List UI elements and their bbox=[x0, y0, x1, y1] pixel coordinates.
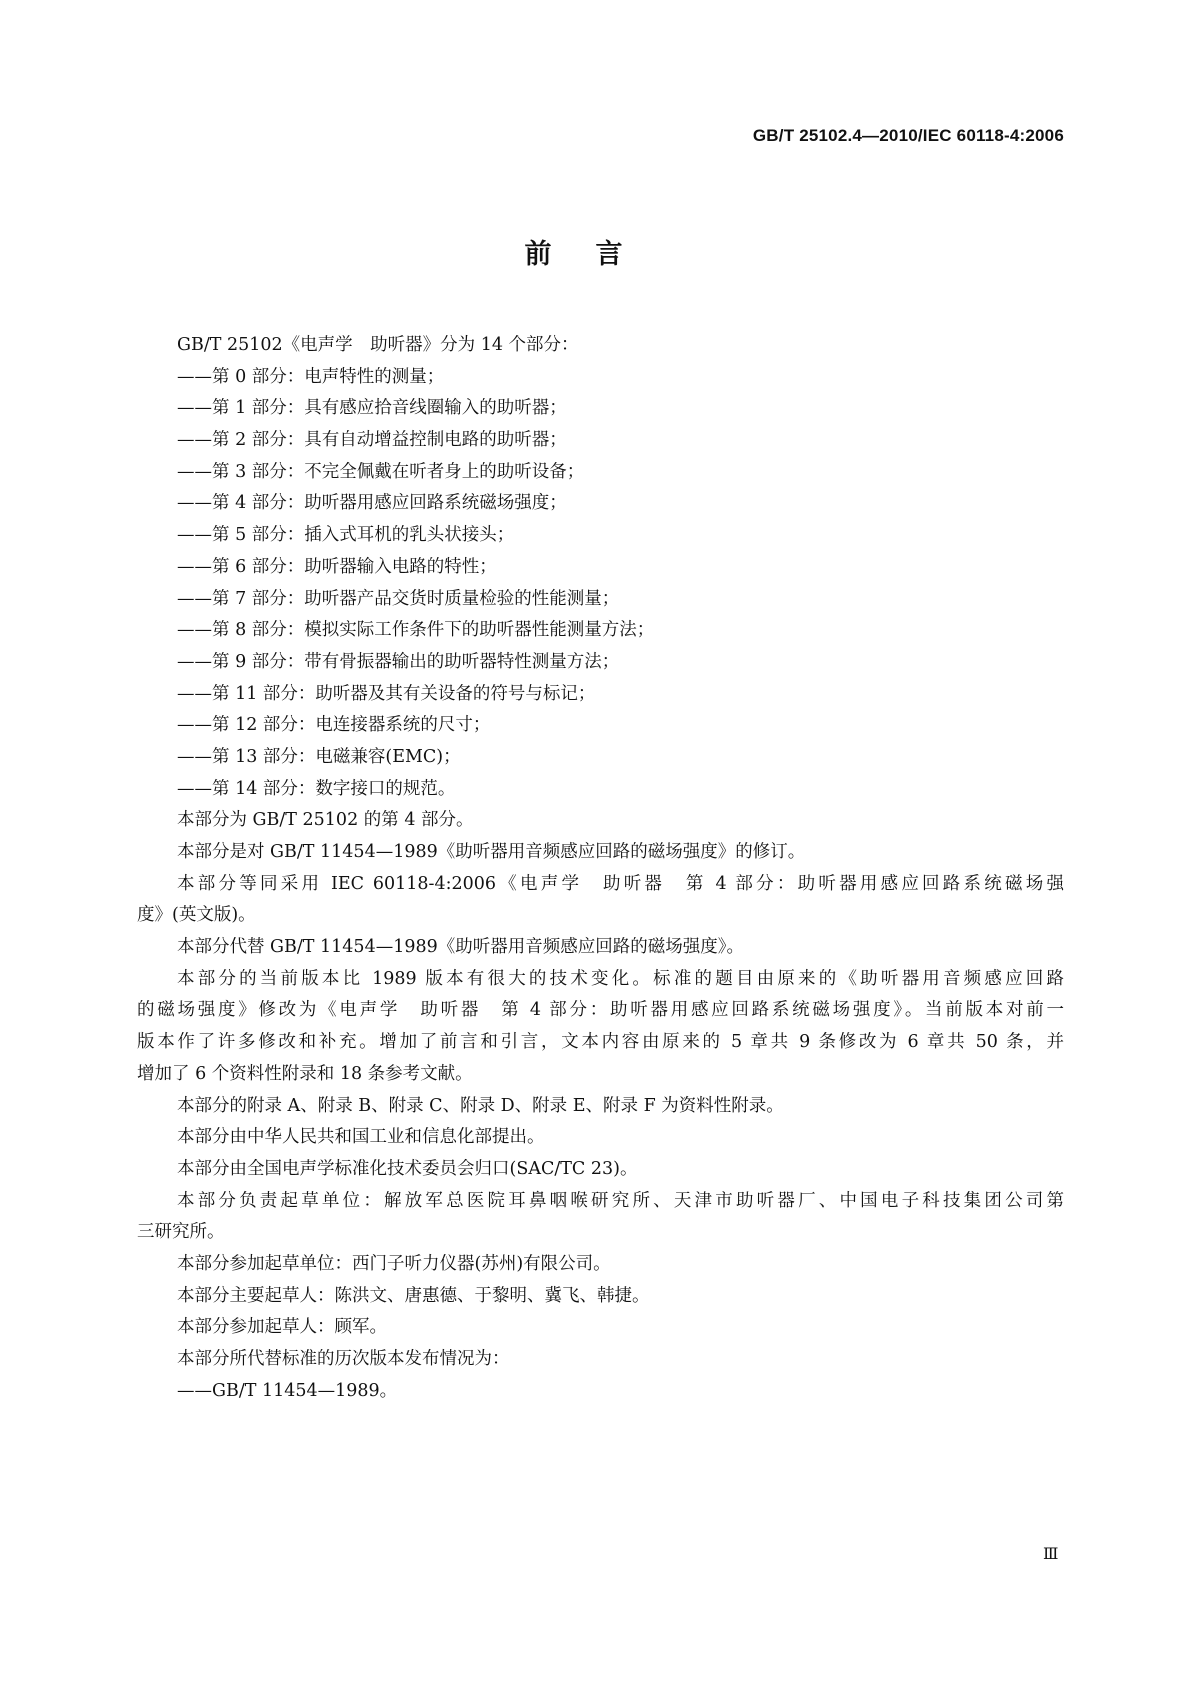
text-line: ——第 6 部分：助听器输入电路的特性； bbox=[177, 556, 497, 577]
text-line: ——第 13 部分：电磁兼容(EMC)； bbox=[177, 746, 461, 767]
text-line: 的磁场强度》修改为《电声学 助听器 第 4 部分：助听器用感应回路系统磁场强度》。当前版本对前一 bbox=[137, 1000, 1064, 1021]
text-line: 本部分是对 GB/T 11454—1989《助听器用音频感应回路的磁场强度》的修订。 bbox=[177, 842, 806, 862]
text-line: 本部分代替 GB/T 11454—1989《助听器用音频感应回路的磁场强度》。 bbox=[177, 937, 744, 958]
text-line: 增加了 6 个资料性附录和 18 条参考文献。 bbox=[137, 1063, 473, 1084]
text-line: 本部分由全国电声学标准化技术委员会归口(SAC/TC 23)。 bbox=[177, 1158, 638, 1179]
text-line: ——第 8 部分：模拟实际工作条件下的助听器性能测量方法； bbox=[177, 620, 655, 641]
page-title: 前言 bbox=[524, 239, 667, 270]
page-number: Ⅲ bbox=[1043, 1544, 1059, 1563]
text-line: 版本作了许多修改和补充。增加了前言和引言，文本内容由原来的 5 章共 9 条修改为 6 章共 50 条，并 bbox=[137, 1032, 1064, 1053]
text-line: ——第 7 部分：助听器产品交货时质量检验的性能测量； bbox=[177, 588, 620, 609]
text-line: ——第 4 部分：助听器用感应回路系统磁场强度； bbox=[177, 493, 567, 514]
standard-code-header: GB/T 25102.4—2010/IEC 60118-4:2006 bbox=[752, 126, 1064, 145]
text-line: ——第 14 部分：数字接口的规范。 bbox=[177, 778, 456, 799]
text-line: 本部分为 GB/T 25102 的第 4 部分。 bbox=[177, 810, 474, 831]
text-line: ——第 11 部分：助听器及其有关设备的符号与标记； bbox=[177, 683, 596, 704]
text-line: 度》(英文版)。 bbox=[137, 905, 256, 926]
text-line: 本部分参加起草单位：西门子听力仪器(苏州)有限公司。 bbox=[177, 1253, 611, 1274]
text-line: 本部分主要起草人：陈洪文、唐惠德、于黎明、冀飞、韩捷。 bbox=[177, 1285, 650, 1306]
text-line: 本部分所代替标准的历次版本发布情况为： bbox=[177, 1349, 510, 1369]
text-line: 本部分的附录 A、附录 B、附录 C、附录 D、附录 E、附录 F 为资料性附录。 bbox=[177, 1095, 784, 1116]
text-line: ——第 1 部分：具有感应拾音线圈输入的助听器； bbox=[177, 398, 567, 419]
text-line: ——第 2 部分：具有自动增益控制电路的助听器； bbox=[177, 430, 567, 451]
text-line: 本部分由中华人民共和国工业和信息化部提出。 bbox=[177, 1127, 545, 1148]
text-line: 本部分等同采用 IEC 60118-4:2006《电声学 助听器 第 4 部分：助听器用感应回路系统磁场强 bbox=[177, 873, 1064, 894]
text-line: ——第 9 部分：带有骨振器输出的助听器特性测量方法； bbox=[177, 651, 620, 672]
text-line: 本部分的当前版本比 1989 版本有很大的技术变化。标准的题目由原来的《助听器用音频感应回路 bbox=[177, 968, 1064, 989]
text-line: ——第 12 部分：电连接器系统的尺寸； bbox=[177, 715, 491, 736]
text-line: ——GB/T 11454—1989。 bbox=[177, 1380, 398, 1401]
text-line: 本部分参加起草人：顾军。 bbox=[177, 1317, 387, 1338]
text-line: ——第 0 部分：电声特性的测量； bbox=[177, 366, 445, 387]
text-line: ——第 5 部分：插入式耳机的乳头状接头； bbox=[177, 525, 515, 546]
text-line: 本部分负责起草单位：解放军总医院耳鼻咽喉研究所、天津市助听器厂、中国电子科技集团公司第 bbox=[177, 1190, 1064, 1211]
foreword-body bbox=[137, 330, 1064, 1407]
text-line: 三研究所。 bbox=[137, 1222, 225, 1243]
text-line: GB/T 25102《电声学 助听器》分为 14 个部分： bbox=[177, 335, 579, 355]
text-line: ——第 3 部分：不完全佩戴在听者身上的助听设备； bbox=[177, 461, 585, 482]
